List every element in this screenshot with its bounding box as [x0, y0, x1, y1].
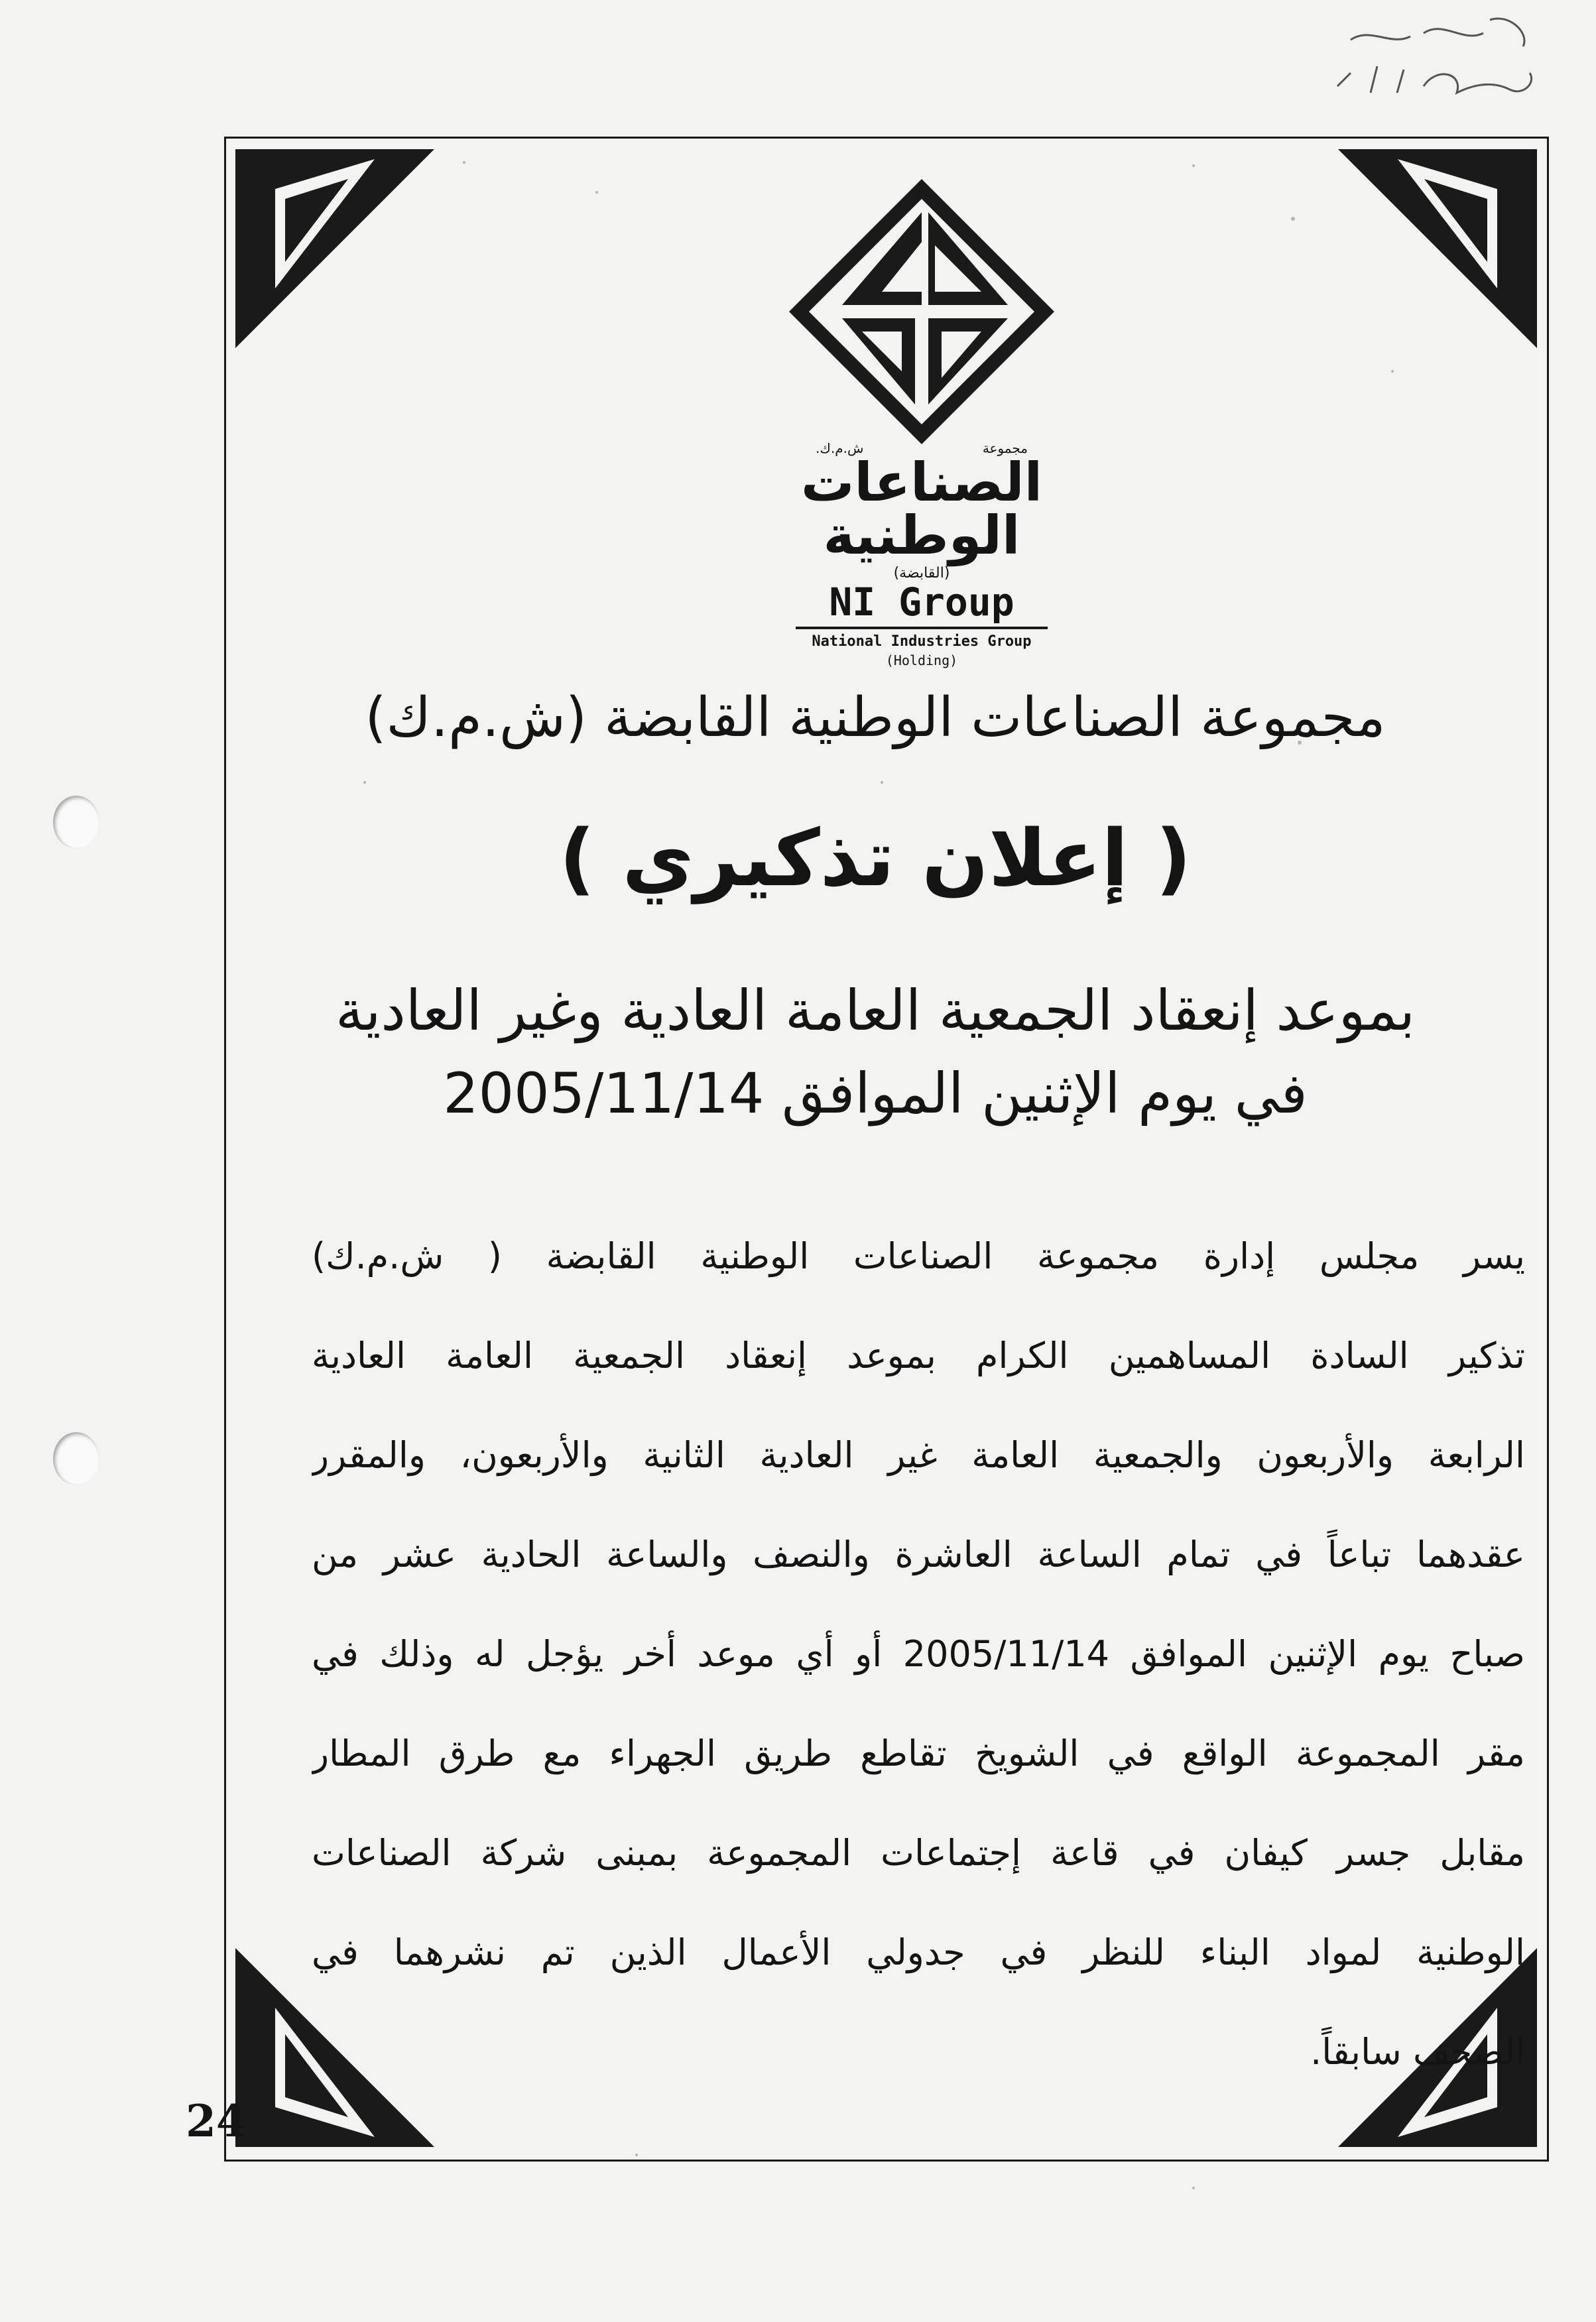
- body-line: مقر المجموعة الواقع في الشويخ تقاطع طريق الجهراء مع طرق المطار: [312, 1733, 1525, 1774]
- logo-diamond-emblem: [789, 179, 1054, 444]
- logo-english-name: NI Group: [796, 581, 1048, 629]
- corner-ornament-top-right: [1338, 149, 1537, 348]
- page-number: 24: [186, 2095, 247, 2147]
- announcement-title: ( إعلان تذكيري ): [559, 812, 1192, 904]
- meeting-subtitle-line-1: بموعد إنعقاد الجمعية العامة العادية وغير العادية: [335, 978, 1416, 1043]
- logo-arabic-name: الصناعات الوطنية: [800, 452, 1043, 566]
- body-line: صباح يوم الإثنين الموافق 2005/11/14 أو أي موعد أخر يؤجل له وذلك في: [312, 1633, 1525, 1675]
- punch-hole-upper: [53, 796, 99, 849]
- body-line: عقدهما تباعاً في تمام الساعة العاشرة والنصف والساعة الحادية عشر من: [312, 1534, 1525, 1575]
- logo-english-sub: National Industries Group: [812, 633, 1032, 650]
- company-heading: مجموعة الصناعات الوطنية القابضة (ش.م.ك): [365, 686, 1386, 749]
- logo-ar-small-left: ش.م.ك.: [816, 440, 864, 456]
- logo-english-holding: (Holding): [885, 652, 958, 668]
- company-logo: [782, 179, 1061, 668]
- handwritten-note: [1311, 7, 1550, 153]
- body-line: مقابل جسر كيفان في قاعة إجتماعات المجموعة بمبنى شركة الصناعات: [312, 1832, 1525, 1874]
- meeting-subtitle-line-2: في يوم الإثنين الموافق 2005/11/14: [443, 1061, 1308, 1126]
- body-line: تذكير السادة المساهمين الكرام بموعد إنعقاد الجمعية العامة العادية: [312, 1335, 1525, 1376]
- announcement-body: [312, 1207, 1525, 2102]
- body-line: الصحف سابقاً.: [1310, 2031, 1525, 2073]
- body-line: الرابعة والأربعون والجمعية العامة غير العادية الثانية والأربعون، والمقرر: [312, 1434, 1525, 1476]
- logo-arabic-sub: (القابضة): [893, 565, 950, 581]
- corner-ornament-top-left: [235, 149, 434, 348]
- body-line: الوطنية لمواد البناء للنظر في جدولي الأعمال الذين تم نشرهما في: [312, 1931, 1525, 1973]
- logo-ar-small-right: مجموعة: [982, 440, 1028, 456]
- body-line: يسر مجلس إدارة مجموعة الصناعات الوطنية القابضة ( ش.م.ك): [312, 1235, 1525, 1277]
- punch-hole-lower: [53, 1432, 99, 1485]
